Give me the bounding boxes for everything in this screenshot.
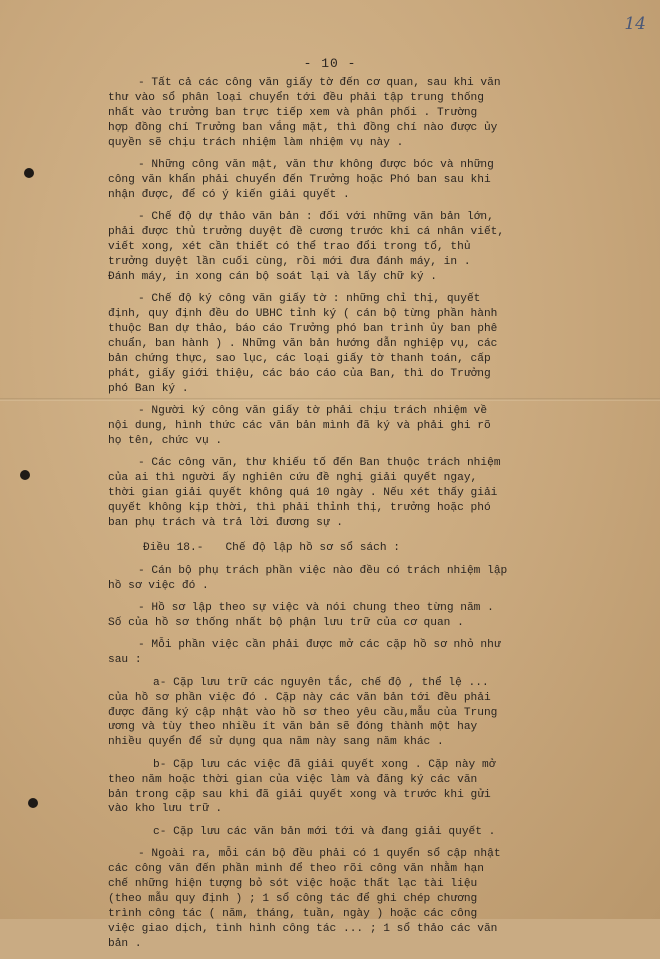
text-line: chuẩn, ban hành ) . Những văn bản hướng dẫn nghiệp vụ, các	[108, 338, 498, 350]
text-line: của ai thì người ấy nghiên cứu đề nghị giải quyết ngay,	[108, 472, 478, 485]
text-line: sau :	[108, 654, 142, 667]
punch-hole	[28, 798, 38, 808]
text-line: hồ sơ việc đó .	[108, 579, 209, 592]
paragraph	[108, 601, 628, 631]
text-line: phát, giấy giới thiệu, các báo cáo của Ban, thì do Trưởng	[108, 367, 491, 380]
paragraph	[108, 638, 628, 668]
paragraph	[108, 210, 628, 285]
paragraph	[108, 292, 628, 396]
text-line: quyết không kịp thời, thì phải thỉnh thị, trưởng hoặc phó	[108, 502, 491, 515]
page-number: - 10 -	[303, 56, 357, 71]
text-line: bản chứng thực, sao lục, các loại giấy tờ thanh toán, cấp	[108, 352, 491, 365]
document-body	[108, 76, 628, 959]
text-line: - Ngoài ra, mỗi cán bộ đều phải có 1 quyển sổ cập nhật	[138, 848, 501, 861]
text-line: ương và tùy theo nhiều ít văn bản sẽ đóng thành một hay	[108, 721, 478, 734]
punch-hole	[24, 168, 34, 178]
text-line: nhận được, để có ý kiến giải quyết .	[108, 188, 350, 201]
text-line: quyền sẽ chịu trách nhiệm làm nhiệm vụ này .	[108, 136, 404, 149]
text-line: - Người ký công văn giấy tờ phải chịu trách nhiệm về	[138, 405, 488, 418]
text-line: nội dung, hình thức các văn bản mình đã ký và phải ghi rõ	[108, 420, 491, 433]
paragraph	[108, 564, 628, 594]
text-line: a- Cặp lưu trữ các nguyên tắc, chế độ , thể lệ ...	[153, 676, 489, 689]
text-line: Số của hồ sơ thống nhất bộ phận lưu trữ của cơ quan .	[108, 617, 464, 629]
text-line: bản trong cặp sau khi đã giải quyết xong và trước khi gửi	[108, 788, 491, 801]
text-line: viết xong, xét cần thiết có thể trao đổi trong tổ, thủ	[108, 241, 471, 254]
text-line: - Chế độ ký công văn giấy tờ : những chỉ thị, quyết	[138, 293, 481, 306]
article-heading	[108, 541, 628, 556]
text-line: c- Cặp lưu các văn bản mới tới và đang giải quyết .	[153, 825, 496, 838]
text-line: việc giao dịch, tình hình công tác ... ; 1 sổ thảo các văn	[108, 922, 498, 935]
text-line: theo năm hoặc thời gian của việc làm và đăng ký các văn	[108, 773, 478, 786]
paragraph	[108, 847, 628, 951]
text-line: của hồ sơ phần việc đó . Cặp này các văn bản tới đều phải	[108, 691, 491, 704]
text-line: chế những hiện tượng bỏ sót việc hoặc thất lạc tài liệu	[108, 878, 478, 891]
text-line: họ tên, chức vụ .	[108, 434, 223, 447]
text-line: nhất vào trưởng ban trực tiếp xem và phân phối . Trường	[108, 106, 478, 119]
text-line: ban phụ trách và trả lời đương sự .	[108, 516, 343, 529]
paragraph	[108, 825, 628, 840]
text-line: bản .	[108, 937, 142, 950]
paragraph	[108, 404, 628, 449]
text-line: - Chế độ dự thảo văn bản : đối với những văn bản lớn,	[138, 211, 494, 224]
text-line: phó Ban ký .	[108, 382, 189, 395]
text-line: trưởng duyệt lần cuối cùng, rồi mới đưa đánh máy, in .	[108, 255, 471, 268]
text-line: - Cán bộ phụ trách phần việc nào đều có trách nhiệm lập	[138, 564, 508, 577]
section-article-18	[108, 564, 628, 952]
text-line: thời gian giải quyết không quá 10 ngày . Nếu xét thấy giải	[108, 487, 498, 500]
text-line: thư vào sổ phân loại chuyển tới đều phải tập trung thống	[108, 91, 484, 104]
paragraph	[108, 76, 628, 151]
text-line: - Mỗi phần việc cần phải được mở các cặp hồ sơ nhỏ như	[138, 639, 501, 652]
text-line: - Tất cả các công văn giấy tờ đến cơ quan, sau khi văn	[138, 77, 501, 89]
paragraph	[108, 676, 628, 751]
text-line: trình công tác ( năm, tháng, tuần, ngày ) hoặc các công	[108, 907, 478, 920]
text-line: - Các công văn, thư khiếu tố đến Ban thuộc trách nhiệm	[138, 457, 501, 470]
paragraph	[108, 758, 628, 818]
section-general-rules	[108, 76, 628, 531]
text-line: nhiều quyển để sử dụng qua năm này sang năm khác .	[108, 736, 444, 749]
text-line: - Những công văn mật, văn thư không được bóc và những	[138, 159, 494, 172]
text-line: công văn khẩn phải chuyển đến Trưởng hoặc Phó ban sau khi	[108, 173, 491, 186]
text-line: Đánh máy, in xong cán bộ soát lại và lấy chữ ký .	[108, 270, 437, 283]
text-line: các công văn đến phần mình để theo rõi công văn nhằm hạn	[108, 863, 484, 876]
text-line: thuộc Ban dự thảo, báo cáo Trưởng phó ban trình ủy ban phê	[108, 323, 498, 336]
handwritten-page-number: 14	[624, 14, 646, 34]
text-line: - Hồ sơ lập theo sự việc và nói chung theo từng năm .	[138, 602, 494, 615]
text-line: (theo mẫu quy định ) ; 1 sổ công tác để ghi chép chương	[108, 893, 478, 905]
text-line: được đăng ký cập nhật vào hồ sơ theo yêu cầu,mẫu của Trung	[108, 706, 498, 719]
article-title: Chế độ lập hồ sơ sổ sách :	[225, 541, 400, 554]
text-line: phải được thủ trưởng duyệt đề cương trước khi cá nhân viết,	[108, 226, 505, 239]
text-line: hợp đồng chí Trưởng ban vắng mặt, thì đồng chí nào được ủy	[108, 121, 498, 134]
punch-hole	[20, 470, 30, 480]
text-line: vào kho lưu trữ .	[108, 803, 223, 816]
paragraph	[108, 456, 628, 531]
text-line: b- Cặp lưu các việc đã giải quyết xong . Cặp này mở	[153, 758, 496, 771]
paragraph	[108, 158, 628, 203]
text-line: định, quy định đều do UBHC tỉnh ký ( cán bộ từng phần hành	[108, 308, 498, 321]
article-number: Điều 18.-	[143, 541, 204, 554]
